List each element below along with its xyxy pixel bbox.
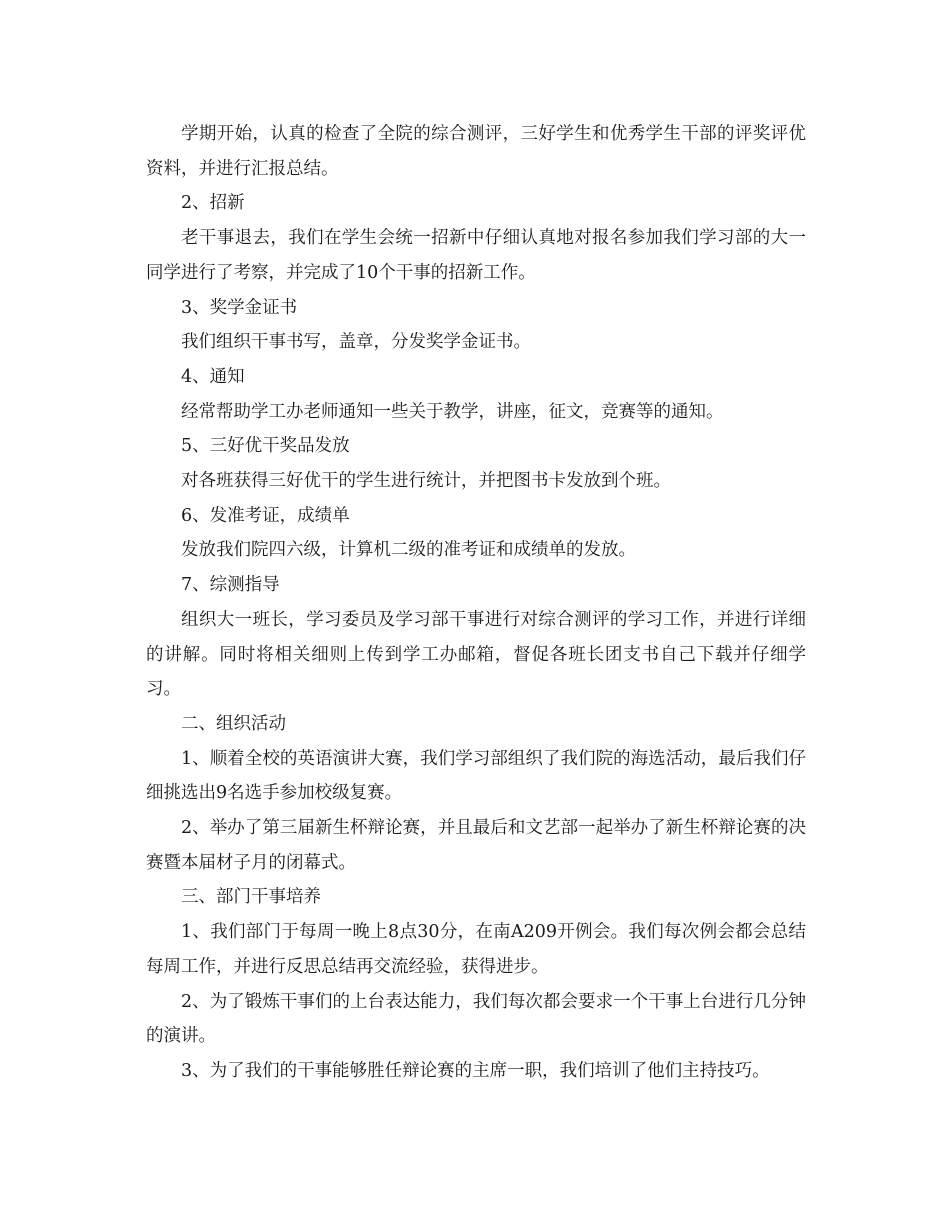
paragraph: 经常帮助学工办老师通知一些关于教学，讲座，征文，竞赛等的通知。 [181, 401, 724, 422]
section-heading: 4、通知 [181, 366, 245, 387]
paragraph: 2、举办了第三届新生杯辩论赛，并且最后和文艺部一起举办了新生杯辩论赛的决赛暨本届材子月的闭幕式。 [146, 818, 806, 873]
paragraph: 发放我们院四六级，计算机二级的准考证和成绩单的发放。 [181, 540, 636, 561]
paragraph: 组织大一班长，学习委员及学习部干事进行对综合测评的学习工作，并进行详细的讲解。同时将相关细则上传到学工办邮箱，督促各班长团支书自己下载并仔细学习。 [146, 609, 806, 700]
section-heading: 2、招新 [181, 193, 245, 214]
paragraph: 1、顺着全校的英语演讲大赛，我们学习部组织了我们院的海选活动，最后我们仔细挑选出9名选手参加校级复赛。 [146, 748, 806, 804]
section-heading: 7、综测指导 [181, 575, 280, 596]
paragraph: 2、为了锻炼干事们的上台表达能力，我们每次都会要求一个干事上台进行几分钟的演讲。 [146, 991, 806, 1047]
section-heading: 3、奖学金证书 [181, 297, 298, 318]
section-heading: 二、组织活动 [181, 713, 286, 734]
paragraph: 3、为了我们的干事能够胜任辩论赛的主席一职，我们培训了他们主持技巧。 [181, 1060, 770, 1081]
section-heading: 5、三好优干奖品发放 [181, 436, 350, 457]
paragraph: 学期开始，认真的检查了全院的综合测评，三好学生和优秀学生干部的评奖评优资料，并进行汇报总结。 [146, 124, 806, 179]
document-body [146, 117, 806, 1089]
paragraph: 对各班获得三好优干的学生进行统计，并把图书卡发放到个班。 [181, 471, 671, 492]
paragraph: 老干事退去，我们在学生会统一招新中仔细认真地对报名参加我们学习部的大一同学进行了考察，并完成了10个干事的招新工作。 [146, 228, 806, 283]
section-heading: 6、发准考证，成绩单 [181, 505, 350, 526]
paragraph: 我们组织干事书写，盖章，分发奖学金证书。 [181, 332, 531, 353]
section-heading: 三、部门干事培养 [181, 887, 321, 908]
paragraph: 1、我们部门于每周一晚上8点30分，在南A209开例会。我们每次例会都会总结每周工作，并进行反思总结再交流经验，获得进步。 [146, 922, 806, 977]
